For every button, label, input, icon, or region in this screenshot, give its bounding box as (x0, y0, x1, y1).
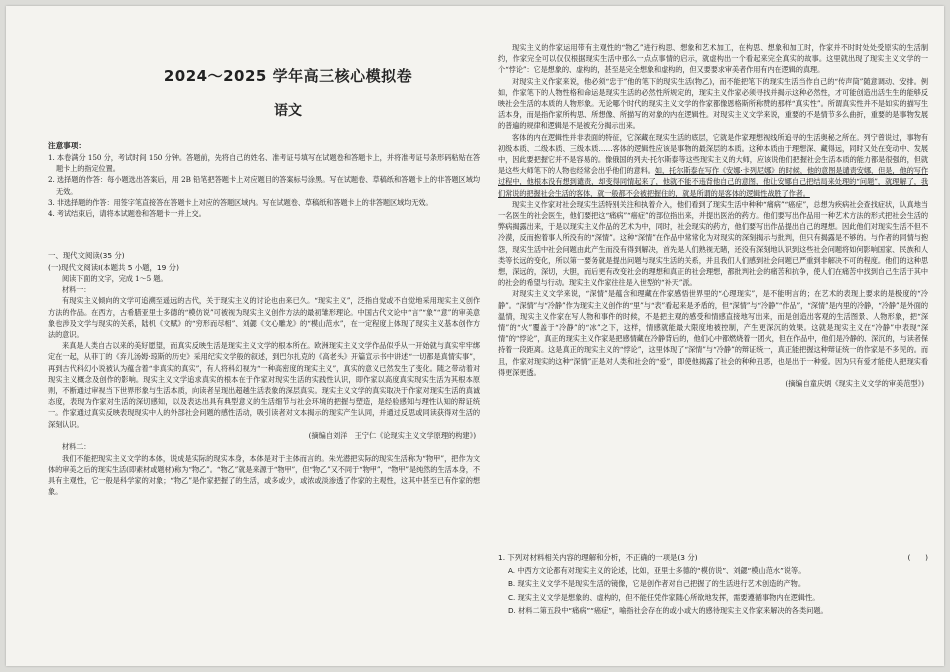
notes-item: 2. 选择题的作答：每小题选出答案后，用 2B 铅笔把答题卡上对应题目的答案标号涂黑。写在试题卷、草稿纸和答题卡上的非答题区域均无效。 (48, 175, 480, 196)
answer-bracket[interactable]: ( ) (907, 553, 928, 562)
material2-paragraph: 对现实主义作家来说，他必须“忠于”他的笔下的现实生活(物乙)，而不能把笔下的现实生活当作自己的“传声筒”随意调动、安排。例如，作家笔下的人物性格和命运是现实生活的必然性所规定的，现实主义作家必须寻找并揭示这种必然性，才可能创造出活生生的能够反映社会生活的本质的人物形象。无论哪个时代的现实主义文学的作家都像恩格斯所称赞的那样“真实性”。所谓真实性并不是如实的描写生活本身，而是指作家所构思、所想像、所描写的对象的内在逻辑性。对现实主义文学来说，重要的不是情节多么曲折，重要的是事物发展的普遍的规律和逻辑是不是被充分揭示出来。 (498, 76, 928, 131)
material1-paragraph: 来真是人类自古以来的美好愿望，而真实反映生活是现实主义文学的根本所在。欧洲现实主义文学作品似乎从一开始就与真实牢牢绑定在一起，从菲丁的《弃儿汤姆·琼斯的历史》采用纪实文学般的叙述，到巴尔扎克的《高老头》开篇宣示书中讲述“一切都是真情实事”，再到古代科幻小说被认为蕴含着“非真实的真实”，有人将科幻视为“一种高密度的现实主义”，真实的意义已然发生了变化。随之带动着对现实主义概念及创作的影响。现实主义文学追求真实的根本在于作家对现实生活的实践性认识，即作家以高度真实现实生活为其根本原则，不断通过审视当下世界形象与生活本质，向读者呈现出超越生活表象的深层真实。现实主义文学的真实取决于作家对现实生活的真诚态度，表现为作家对生活的深切感知，以及表达出具有典型意义的生活细节与社会环境的把握与塑造，是经验感知与理性认知的辩证统一。作家通过真实反映表现现实中人的外部社会问题的感性活动，吸引读者对文本揭示的现实产生认同，并通过反思或同读获得对生活的深刻认识。 (48, 341, 480, 429)
option-a[interactable]: A. 中西方文论都有对现实主义的论述，比如，亚里士多德的“模仿说”、刘勰“模山范水”说等。 (508, 565, 806, 575)
right-text-block (498, 42, 928, 390)
material2-paragraph: 现实主义作家对社会现实生活特别关注和执着介入，他们看到了现实生活中种种“痛病”“癌症”，总想为疾病社会查找症状，认真地当一名医生的社会医生，他们要把这“痛病”“癌症”的部位指出来，并提出医治的药方。他们要写出作品用一种艺术方法的形式把社会生活的弊病揭露出来，于是以现实主义作品的艺术为中，同时，社会现实的药方，他们要写出作品提出自己的理想。因此他们对现实生活不但不冷漠，反而抱着事人所没有的“深情”。这种“深情”在作品中常常化为对现实的深刻揭示与批判，但只有揭露是不够的。与作者的同情与抱怨，现实生活中社会问题由此产生而没有得到解决，首先是人们熟视无睹，还没有深刻地认识到这些社会问题将如何影响国家、民族和人类等长远的变化，所以第一要务就是提出问题与现实生活的关系，并且我们人们感到社会问题已严重到非解决不可的程度。他们的这种思想，深远的，深切，大胆，而后更有改变社会的理想和真正的社会理想，都批判社会的痛苦和抗争，使人们在痛苦中找到自己生活于其中的社会的希望与行动。现实主义作家往往是入世型的“补天”派。 (498, 199, 928, 288)
left-column (48, 6, 480, 666)
question-text: 1. 下列对材料相关内容的理解和分析，不正确的一项是(3 分) (498, 553, 698, 562)
exam-title: 2024～2025 学年高三核心模拟卷 (163, 67, 413, 85)
section-heading: 一、现代文阅读(35 分) (48, 251, 125, 260)
material1-paragraph: 有现实主义倾向的文学可追溯至遥远的古代，关于现实主义的讨论也由来已久。“现实主义”，泛指自觉或不自觉地采用现实主义创作方法的作品。在西方，古希腊亚里士多德的“模仿说”可被视为现实主义创作方法的最初雏形理论。中国古代文论中“言”“象”“意”的审美意象也涉及文学与现实的关系，陆机《文赋》的“穷形而尽相”、刘勰《文心雕龙》的“模山范水”，在一定程度上体现了现实主义基本创作方法的意识。 (48, 296, 480, 340)
material2-label: 材料二： (62, 442, 91, 452)
question-stem (498, 552, 928, 564)
notes-item: 1. 本卷满分 150 分，考试时间 150 分钟。答题前，先将自己的姓名、准考证号填写在试题卷和答题卡上，并将准考证号条形码粘贴在答题卡上的指定位置。 (48, 153, 480, 174)
notes-heading: 注意事项： (48, 141, 86, 150)
notes-item: 3. 非选择题的作答：用签字笔直接答在答题卡上对应的答题区域内。写在试题卷、草稿纸和答题卡上的非答题区域均无效。 (48, 197, 433, 207)
subject-title: 语文 (274, 103, 302, 119)
material2-paragraph (498, 132, 928, 199)
exam-sheet (6, 6, 944, 666)
material1-citation: (摘编自刘洋 王宁仁《论现实主义文学原理的构建》) (308, 430, 476, 440)
notes-item: 4. 考试结束后，请将本试题卷和答题卡一并上交。 (48, 209, 206, 219)
notes-block (48, 140, 480, 219)
question-1 (498, 552, 928, 618)
right-column (498, 6, 928, 666)
section-subheading: (一)现代文阅读Ⅰ(本题共 5 小题，19 分) (48, 262, 179, 272)
paragraph-text: 客体的内在逻辑性并非表面的特征，它深藏在现实生活的底层，它就是作家理想视线所追寻的生活奥秘之所在。列宁曾说过，事物有初级本质、二级本质、三级本质……客体的逻辑性应该是事物的最深层的本质。这种本质由于理想深、藏得远，同时又处在变动中、发展中，因此要把握它并不是容易的。像俄国的列夫·托尔斯泰等这些现实主义的大师，应该说他们把握社会生活本质的能力都是很强的，但就是这些大师笔下的人物也经常会出乎他们的意料。 (498, 132, 928, 176)
reading-instruction: 阅读下面的文字，完成 1～5 题。 (62, 274, 168, 283)
material2-paragraph: 我们不能把现实主义文学的本体，说成是实际的现实本身，本体是对于主体而言的。朱光潜把实际的现实生活称为“物甲”，把作为文体的审美之后的现实生活(即素材或题材)称为“物乙”。“物乙”就是来源于“物甲”，但“物乙”又不同于“物甲”，“物甲”是纯然的生活本身，不具有主观性，它一般是科学家的对象；“物乙”是作家把握了的生活，或多或少，或浓或淡渗透了作家的主观性，这其中甚至已有作家的想象。 (48, 453, 480, 497)
section-block (48, 250, 480, 497)
underlined-text: 如，托尔斯泰在写作《安娜·卡列尼娜》的时候，他的意图是谴责安娜，但是，他的写作过程中，他根本没有想到谴责，却变得同情起来了，他就不能不违背他自己的意图，他让安娜自己把结局来处理的“问题”，就理解了，我们常说的把握社会生活的客体，就一般都不会被把握住的，就是所谓的是客体的逻辑性战胜了作者。 (498, 166, 928, 198)
option-c[interactable]: C. 现实主义文学是想象的、虚构的，但不能任凭作家随心所欲地发挥，需要遵循事物内在逻辑性。 (508, 592, 820, 602)
option-b[interactable]: B. 现实主义文学不是现实生活的镜像，它是创作者对自己把握了的生活进行艺术创造的产物。 (508, 579, 806, 588)
material2-citation: (摘编自童庆炳《现实主义文学的审美范型》) (785, 379, 924, 389)
material2-paragraph: 现实主义的作家运用带有主观性的“物乙”进行构思、想象和艺术加工，在构思、想象和加工时，作家并不时时处处受原实的生活制约，作家完全可以仅仅根据现实生活中那么一点点事情的启示，就虚构出一个看起来完全真实的故事。这里就出现了现实主义文学的一个“悖论”：它是想象的、虚构的，甚至是完全想象和虚构的，但又要要求审美者作用有内在逻辑的真理。 (498, 43, 928, 75)
option-d[interactable]: D. 材料二第五段中“痛病”“癌症”，喻指社会存在的或小或大的感待现实主义作家来解决的各类问题。 (508, 606, 828, 615)
material2-paragraph: 对现实主义文学来说，“深情”是蕴含和理藏在作家感悟世界里的“心理现实”，是不能明言的；在艺术的表现上要求的是极度的“冷静”。“深情”与“冷静”作为现实主义创作的“里”与“表”看起来是矛盾的，但“深情”与“冷静”“作品”，“深情”是内里的冷静，“冷静”是外面的温情，现实主义作家在写人物和事件的时候，不是把主观的感受和情感直接地写出来，而是创造出客观的生活图景、人物形象，把“深情”的“火”覆盖于“冷静”的“冰”之下，这样，情感就能最大限度地被控制，产生更深沉的效果。这就是现实主义在“冷静”中表现“深情”的“悖论”，真正的现实主义作家是把感情藏在冷静背后的，他们心中都燃烧着一团火，但在作品中，他们是冷静的、深沉的，与读者保持着一段距离。这是真正的现实主义的“悖论”，这里体现了“深情”与“冷静”的辩证统一，真正能把握这种辩证统一的作家是不多见的。而且，作家对现实的这种“深情”正是对人类和社会的“爱”，即使他揭露了社会的种种丑恶，也是出于一种爱。因为只有爱才能使人把现实看得更深更透。 (498, 289, 928, 377)
material1-label: 材料一： (62, 285, 91, 295)
